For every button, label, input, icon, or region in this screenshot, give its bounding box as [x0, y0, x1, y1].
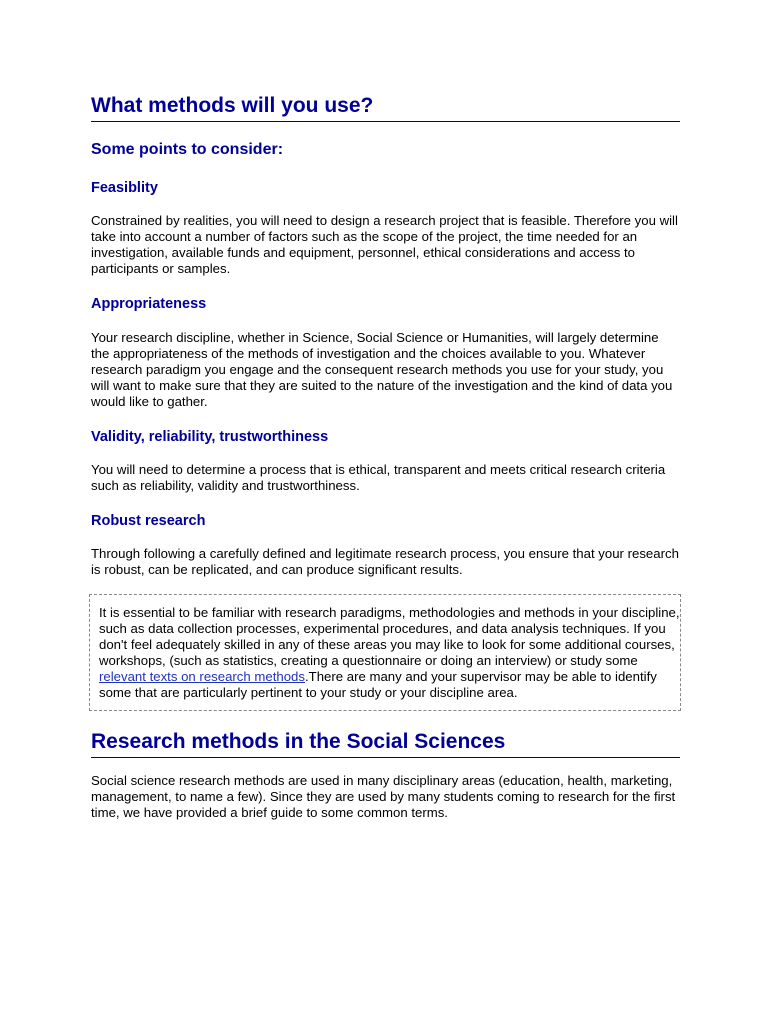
callout-text-after: .There are many and your supervisor may be able to identify some that are particularly pertinent to your study or your discipline area. [99, 669, 657, 700]
paragraph-appropriateness: Your research discipline, whether in Science, Social Science or Humanities, will largely determine the appropriateness of the methods of investigation and the choices available to you. Whatever research paradigm you engage and the consequent research methods you use for your study, you will want to make sure that they are suited to the nature of the investigation and the kind of data you would like to gather. [91, 330, 673, 409]
relevant-texts-link[interactable]: relevant texts on research methods [99, 669, 305, 684]
callout-text-before: It is essential to be familiar with research paradigms, methodologies and methods in your discipline, such as data collection processes, experimental procedures, and data analysis techniques. If you don't feel adequately skilled in any of these areas you may like to look for some additional courses, workshops, (such as statistics, creating a questionnaire or doing an interview) or study some [99, 605, 680, 668]
paragraph-robust-research: Through following a carefully defined and legitimate research process, you ensure that your research is robust, can be replicated, and can produce significant results. [91, 546, 679, 577]
paragraph-feasibility: Constrained by realities, you will need to design a research project that is feasible. Therefore you will take into account a number of factors such as the scope of the project, the time needed for an investigation, available funds and equipment, personnel, ethical considerations and access to participants or samples. [91, 213, 678, 276]
heading-what-methods: What methods will you use? [91, 92, 680, 122]
paragraph-social-sciences: Social science research methods are used in many disciplinary areas (education, health, marketing, management, to name a few). Since they are used by many students coming to research for the first time, we have provided a brief guide to some common terms. [91, 773, 676, 820]
document-content [91, 92, 680, 821]
subheading-points-to-consider: Some points to consider: [91, 141, 284, 158]
paragraph-validity: You will need to determine a process that is ethical, transparent and meets critical research criteria such as reliability, validity and trustworthiness. [91, 462, 666, 493]
heading-robust-research: Robust research [91, 513, 206, 529]
heading-validity: Validity, reliability, trustworthiness [91, 429, 329, 445]
heading-appropriateness: Appropriateness [91, 296, 207, 312]
heading-feasibility: Feasiblity [91, 180, 158, 196]
heading-social-sciences: Research methods in the Social Sciences [91, 728, 680, 758]
callout-box [89, 594, 681, 711]
callout-paragraph [99, 605, 680, 701]
